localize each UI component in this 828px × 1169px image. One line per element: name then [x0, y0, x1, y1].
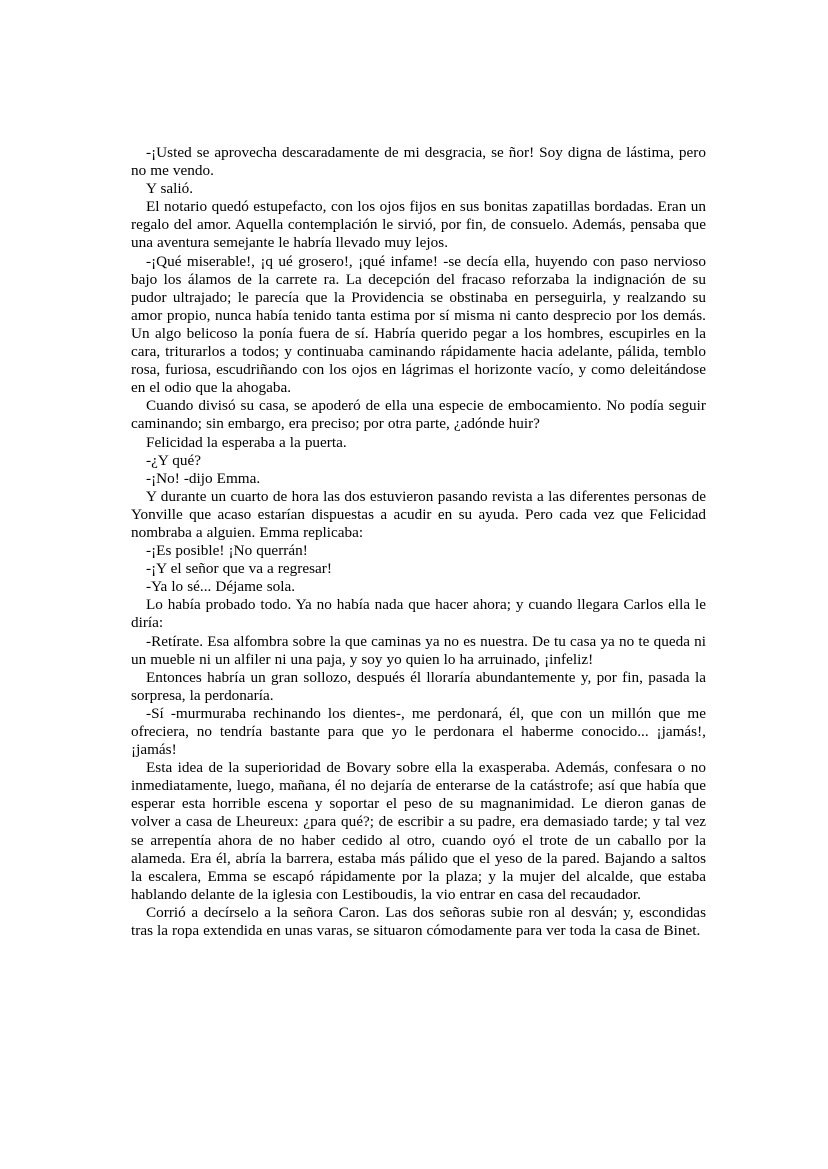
paragraph: -Sí -murmuraba rechinando los dientes-, me perdonará, él, que con un millón que me ofreciera, no tendría bastante para que yo le perdonara el haberme conocido... ¡jamás!, ¡jamás! — [131, 704, 706, 759]
paragraph: -¡Usted se aprovecha descaradamente de mi desgracia, se ñor! Soy digna de lástima, pero no me vendo. — [131, 144, 706, 180]
paragraph: -¡Qué miserable!, ¡q ué grosero!, ¡qué infame! -se decía ella, huyendo con paso nervioso bajo los álamos de la carrete ra. La decepción del fracaso reforzaba la indignación de su pudor ultrajado; le parecía que la Providencia se obstinaba en perseguirla, y realzando su amor propio, nunca había tenido tanta estima por sí misma ni canto desprecio por los demás. Un algo belicoso la ponía fuera de sí. Habría querido pegar a los hombres, escupirles en la cara, triturarlos a todos; y continuaba caminando rápidamente hacia adelante, pálida, temblo rosa, furiosa, escudriñando con los ojos en lágrimas el horizonte vacío, y como deleitándose en el odio que la ahogaba. — [131, 252, 706, 397]
paragraph: Y durante un cuarto de hora las dos estuvieron pasando revista a las diferentes personas de Yonville que acaso estarían dispuestas a acudir en su ayuda. Pero cada vez que Felicidad nombraba a alguien. Emma replicaba: — [131, 487, 706, 541]
paragraph: -¡Y el señor que va a regresar! — [146, 560, 332, 578]
paragraph: -¿Y qué? — [146, 451, 202, 469]
paragraph: Felicidad la esperaba a la puerta. — [146, 433, 347, 451]
paragraph: Entonces habría un gran sollozo, después él lloraría abundantemente y, por fin, pasada la sorpresa, la perdonaría. — [131, 668, 706, 704]
paragraph: -Retírate. Esa alfombra sobre la que caminas ya no es nuestra. De tu casa ya no te queda ni un mueble ni un alfiler ni una paja, y soy yo quien lo ha arruinado, ¡infeliz! — [131, 632, 706, 668]
paragraph: -Ya lo sé... Déjame sola. — [146, 578, 296, 596]
paragraph: Esta idea de la superioridad de Bovary sobre ella la exasperaba. Además, confesara o no inmediatamente, luego, mañana, él no dejaría de enterarse de la catástrofe; así que había que esperar esta horrible escena y soportar el peso de su magnanimidad. Le dieron ganas de volver a casa de Lheureux: ¿para qué?; de escribir a su padre, era demasiado tarde; y tal vez se arrepentía ahora de no haber cedido al otro, cuando oyó el trote de un caballo por la alameda. Era él, abría la barrera, estaba más pálido que el yeso de la pared. Bajando a saltos la escalera, Emma se escapó rápidamente por la plaza; y la mujer del alcalde, que estaba hablando delante de la iglesia con Lestiboudis, la vio entrar en casa del recaudador. — [131, 759, 706, 903]
paragraph: Lo había probado todo. Ya no había nada que hacer ahora; y cuando llegara Carlos ella le diría: — [131, 596, 706, 632]
paragraph: Y salió. — [146, 180, 194, 198]
paragraph: Corrió a decírselo a la señora Caron. Las dos señoras subie ron al desván; y, escondidas tras la ropa extendida en unas varas, se situaron cómodamente para ver toda la casa de Binet. — [131, 903, 706, 940]
body-text-block — [131, 144, 706, 940]
paragraph: -¡Es posible! ¡No querrán! — [146, 542, 308, 560]
paragraph: Cuando divisó su casa, se apoderó de ella una especie de embocamiento. No podía seguir caminando; sin embargo, era preciso; por otra parte, ¿adónde huir? — [131, 397, 706, 433]
paragraph: -¡No! -dijo Emma. — [146, 469, 261, 487]
paragraph: El notario quedó estupefacto, con los ojos fijos en sus bonitas zapatillas bordadas. Eran un regalo del amor. Aquella contemplación le sirvió, por fin, de consuelo. Además, pensaba que una aventura semejante le habría llevado muy lejos. — [131, 198, 706, 252]
